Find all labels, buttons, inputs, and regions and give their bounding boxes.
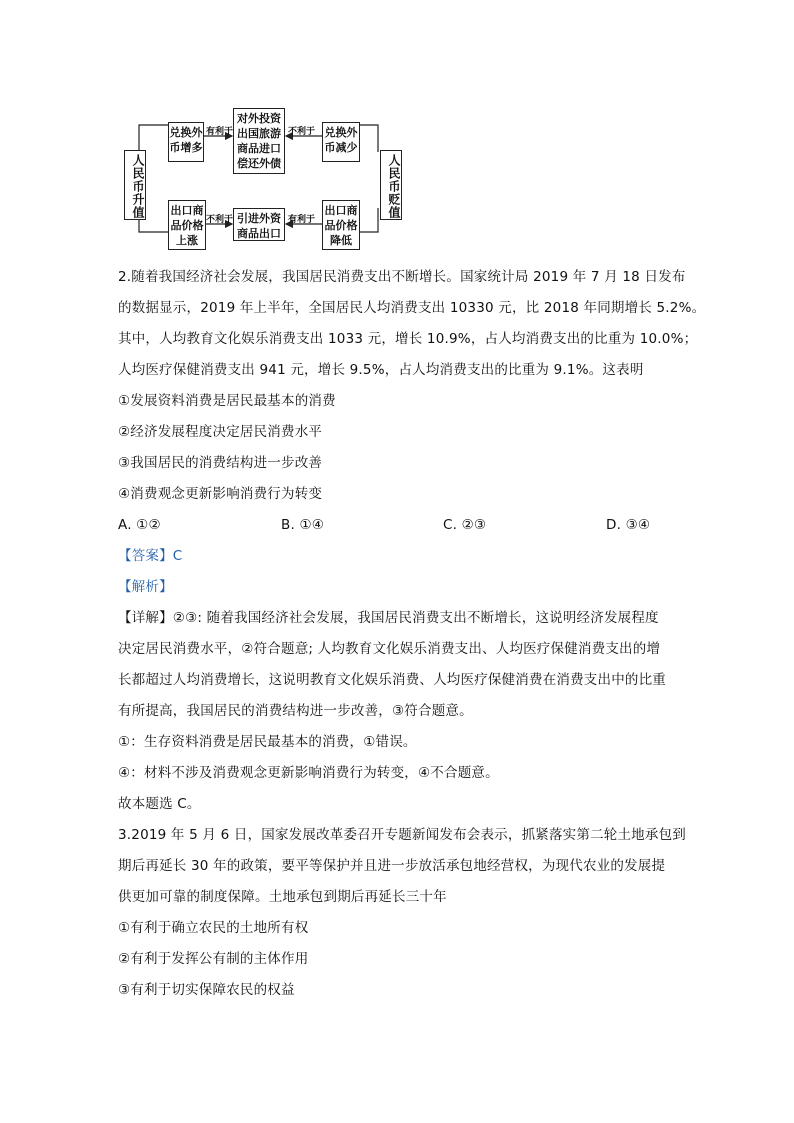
- q2-statement: ①发展资料消费是居民最基本的消费: [118, 393, 336, 409]
- explanation-line: ④：材料不涉及消费观念更新影响消费行为转变，④不合题意。: [118, 765, 499, 781]
- more-foreign-currency-box: 兑换外币增多: [168, 122, 204, 162]
- explanation-line: 故本题选 C。: [118, 796, 201, 812]
- q2-stem-line: 2.随着我国经济社会发展，我国居民消费支出不断增长。国家统计局 2019 年 7 月 18 日发布: [118, 269, 686, 285]
- option-b: B. ①④: [281, 517, 325, 533]
- q2-stem: [118, 262, 706, 386]
- arrow-label-top-left: 有利于: [206, 127, 234, 137]
- arrow-label-bottom-left: 不利于: [206, 215, 234, 225]
- q2-stem-line: 的数据显示，2019 年上半年，全国居民人均消费支出 10330 元，比 2018 年同期增长 5.2%。: [118, 300, 706, 316]
- q2-statement: ②经济发展程度决定居民消费水平: [118, 424, 323, 440]
- explanation-line: ①：生存资料消费是居民最基本的消费，①错误。: [118, 734, 417, 750]
- explanation-line: 有所提高，我国居民的消费结构进一步改善，③符合题意。: [118, 703, 473, 719]
- q3-stem-line: 供更加可靠的制度保障。土地承包到期后再延长三十年: [118, 889, 447, 905]
- q3-statement: ②有利于发挥公有制的主体作用: [118, 951, 309, 967]
- outbound-activities-box: 对外投资出国旅游商品进口偿还外债: [233, 108, 285, 174]
- option-c: C. ②③: [443, 517, 487, 533]
- q2-statements: [118, 386, 678, 510]
- export-price-rise-box: 出口商品价格上涨: [168, 200, 206, 250]
- less-foreign-currency-box: 兑换外币减少: [322, 122, 360, 162]
- question-content: [118, 262, 706, 1006]
- option-a: A. ①②: [118, 517, 161, 533]
- answer-label: 【答案】C: [118, 548, 183, 564]
- q2-statement: ④消费观念更新影响消费行为转变: [118, 486, 323, 502]
- q2-options: [118, 510, 678, 541]
- rmb-depreciation-box: 人民币贬值: [380, 150, 402, 220]
- q2-statement: ③我国居民的消费结构进一步改善: [118, 455, 323, 471]
- q2-stem-line: 其中，人均教育文化娱乐消费支出 1033 元，增长 10.9%，占人均消费支出的比重为 10.0%；: [118, 331, 698, 347]
- q2-stem-line: 人均医疗保健消费支出 941 元，增长 9.5%，占人均消费支出的比重为 9.1%。这表明: [118, 362, 644, 378]
- rmb-appreciation-box: 人民币升值: [124, 150, 146, 220]
- arrow-label-top-right: 不利于: [288, 127, 316, 137]
- q3-statement: ①有利于确立农民的土地所有权: [118, 920, 309, 936]
- q3-stem-line: 3.2019 年 5 月 6 日，国家发展改革委召开专题新闻发布会表示，抓紧落实第二轮土地承包到: [118, 827, 686, 843]
- q3-statement: ③有利于切实保障农民的权益: [118, 982, 295, 998]
- q2-explanation: [118, 603, 678, 820]
- explanation-line: 【详解】②③: 随着我国经济社会发展，我国居民消费支出不断增长，这说明经济发展程度: [118, 610, 659, 626]
- option-d: D. ③④: [606, 517, 651, 533]
- q3-stem: [118, 820, 686, 913]
- exchange-rate-diagram: [110, 100, 410, 260]
- explanation-line: 长都超过人均消费增长，这说明教育文化娱乐消费、人均医疗保健消费在消费支出中的比重: [118, 672, 666, 688]
- analysis-label: 【解析】: [118, 579, 173, 595]
- export-price-drop-box: 出口商品价格降低: [322, 200, 360, 250]
- q3-stem-line: 期后再延长 30 年的政策，要平等保护并且进一步放活承包地经营权，为现代农业的发展提: [118, 858, 666, 874]
- explanation-line: 决定居民消费水平，②符合题意; 人均教育文化娱乐消费支出、人均医疗保健消费支出的增: [118, 641, 661, 657]
- q3-statements: [118, 913, 678, 1006]
- inbound-activities-box: 引进外资商品出口: [233, 208, 285, 241]
- arrow-label-bottom-right: 有利于: [288, 215, 316, 225]
